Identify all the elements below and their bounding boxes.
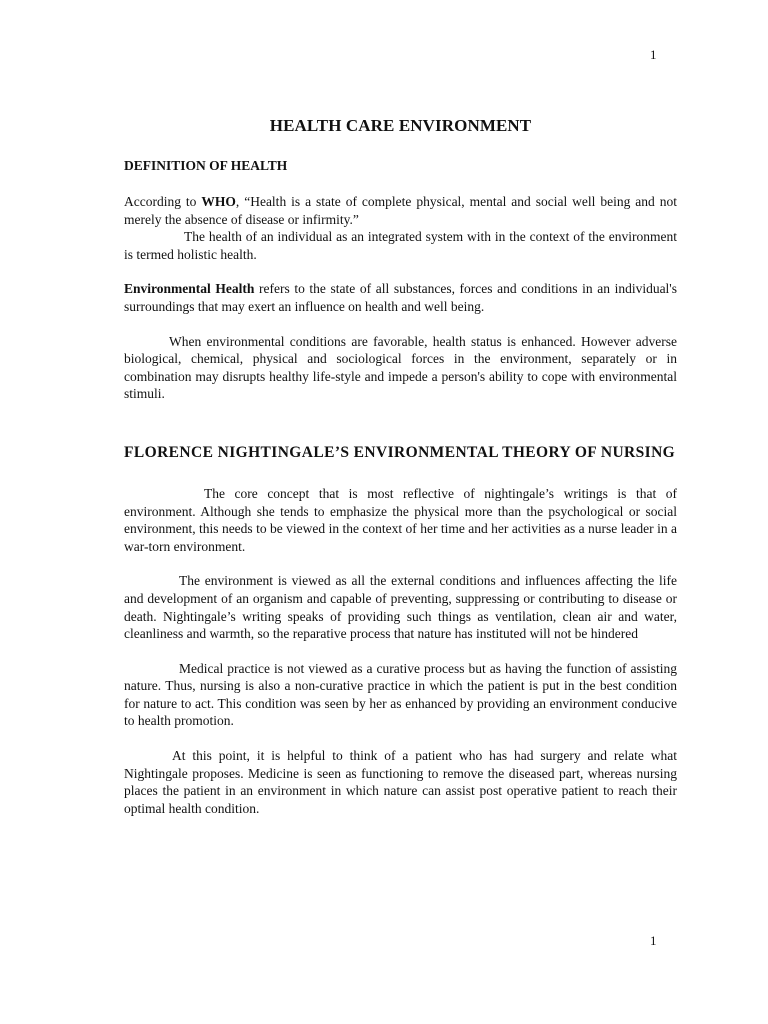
holistic-health-paragraph: The health of an individual as an integrated system with in the context of the environment is termed holistic health. xyxy=(124,229,677,262)
environmental-health-paragraph xyxy=(124,280,677,315)
document-title: HEALTH CARE ENVIRONMENT xyxy=(269,116,532,135)
who-prefix: According to xyxy=(124,194,202,209)
who-label: WHO xyxy=(201,194,236,209)
core-concept-paragraph: The core concept that is most reflective of nightingale’s writings is that of environment. Although she tends to emphasize the physical more than the psychological or social environment, this needs to be viewed in the context of her time and her activities as a nurse leader in a war-torn environment. xyxy=(124,485,677,554)
theory-heading: FLORENCE NIGHTINGALE’S ENVIRONMENTAL THEORY OF NURSING xyxy=(124,443,676,461)
who-quote: , “Health is a state of complete physical, mental and social well being and not merely the absence of disease or infirmity.” xyxy=(124,194,677,227)
environment-definition-paragraph: The environment is viewed as all the external conditions and influences affecting the life and development of an organism and capable of preventing, suppressing or contributing to disease or death. Nightingale’s writing speaks of providing such things as ventilation, clean air and water, cleanliness and warmth, so the reparative process that nature has instituted will not be hindered xyxy=(124,573,677,642)
environmental-health-term: Environmental Health xyxy=(124,281,255,297)
page-number-bottom: 1 xyxy=(650,933,657,948)
medical-practice-paragraph: Medical practice is not viewed as a curative process but as having the function of assisting nature. Thus, nursing is also a non-curative practice in which the patient is put in the best condition for nature to act. This condition was seen by her as enhanced by providing an environment conducive to health promotion. xyxy=(124,660,677,729)
definition-heading: DEFINITION OF HEALTH xyxy=(124,158,288,173)
environmental-health-definition: refers to the state of all substances, forces and conditions in an individual's surroundings that may exert an influence on health and well being. xyxy=(124,281,677,314)
document-body xyxy=(124,115,677,817)
favorable-conditions-paragraph: When environmental conditions are favorable, health status is enhanced. However adverse biological, chemical, physical and sociological forces in the environment, separately or in combination may disrupts healthy life-style and impede a person's ability to cope with environmental stimuli. xyxy=(124,333,677,402)
surgery-example-paragraph: At this point, it is helpful to think of a patient who has had surgery and relate what Nightingale proposes. Medicine is seen as functioning to remove the diseased part, whereas nursing places the patient in an environment in which nature can assist post operative patient to reach their optimal health condition. xyxy=(124,748,677,816)
page-number-top: 1 xyxy=(650,47,657,62)
who-definition-paragraph xyxy=(124,193,677,228)
